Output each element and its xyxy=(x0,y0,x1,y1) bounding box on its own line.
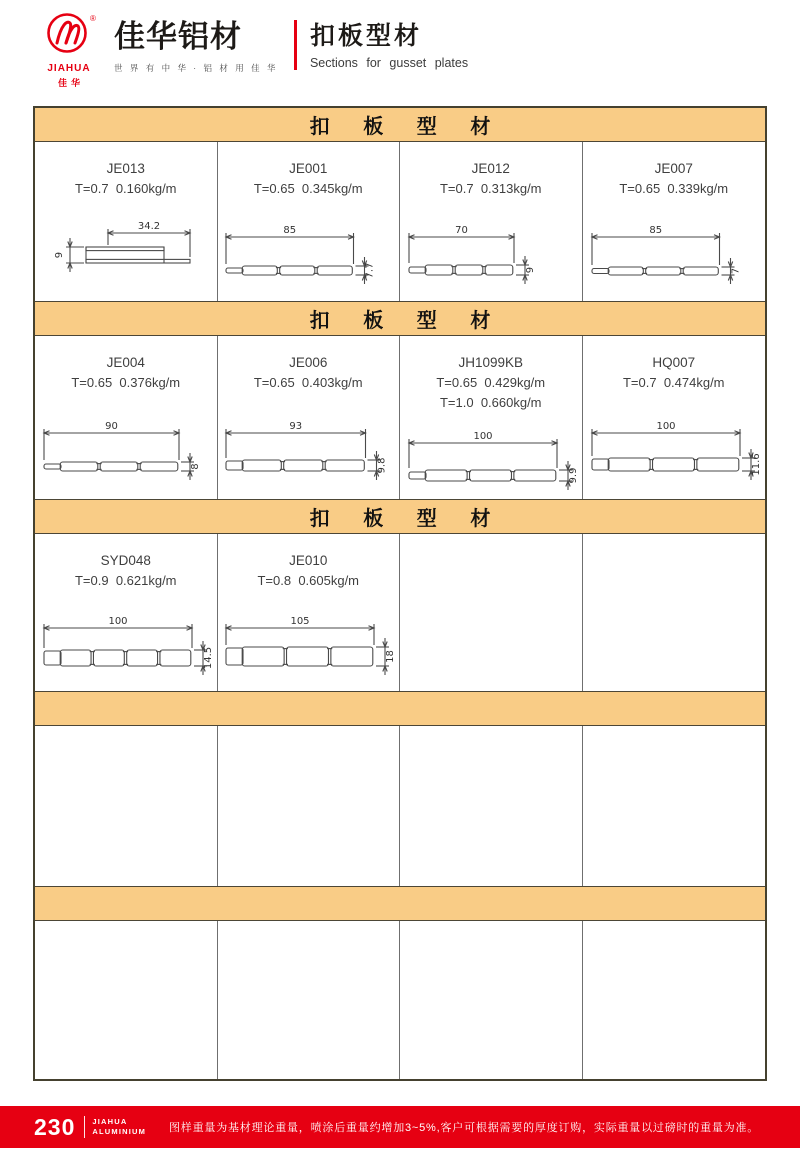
footer-bar xyxy=(0,1106,800,1148)
profile-code: SYD048 xyxy=(100,553,151,568)
profile-code: JH1099KB xyxy=(458,355,524,370)
profile-spec: T=0.7 0.474kg/m xyxy=(622,375,725,391)
footer-note: 图样重量为基材理论重量，喷涂后重量约增加3~5%,客户可根据需要的厚度订购，实际重量以过磅时的重量为准。 xyxy=(169,1122,760,1134)
profile-row xyxy=(35,336,765,499)
profile-row xyxy=(35,726,765,886)
svg-text:90: 90 xyxy=(104,420,118,432)
profile-cell-empty xyxy=(400,726,583,886)
svg-text:7.7: 7.7 xyxy=(364,262,376,279)
profile-drawing xyxy=(400,412,582,499)
svg-text:18: 18 xyxy=(385,650,397,663)
logo-brand-en: JIAHUA xyxy=(47,63,91,74)
svg-text:105: 105 xyxy=(290,615,310,627)
svg-text:85: 85 xyxy=(283,224,297,236)
section-band-empty xyxy=(35,691,765,726)
svg-text:34.2: 34.2 xyxy=(137,220,160,232)
profile-cell-JE004 xyxy=(35,336,218,499)
profile-cell-empty xyxy=(35,726,218,886)
profile-code: JE004 xyxy=(106,355,145,370)
svg-text:11.6: 11.6 xyxy=(750,453,762,476)
profile-code: JE010 xyxy=(289,553,328,568)
page-section-title xyxy=(310,16,468,70)
profile-drawing xyxy=(35,591,217,691)
section-band-title: 扣 板 型 材 xyxy=(35,108,765,142)
profile-code: JE012 xyxy=(471,161,510,176)
svg-text:85: 85 xyxy=(649,224,662,236)
profile-cell-SYD048 xyxy=(35,534,218,691)
page-title-en: Sections for gusset plates xyxy=(309,56,469,70)
section-band-title: 扣 板 型 材 xyxy=(35,499,765,534)
brand-title: 佳华铝材 xyxy=(114,19,242,54)
profile-spec: T=0.9 0.621kg/m xyxy=(74,573,177,589)
profile-spec: T=0.65 0.376kg/m xyxy=(71,375,181,391)
profile-drawing xyxy=(218,591,400,691)
section-band-empty xyxy=(35,886,765,921)
brand-block xyxy=(114,12,278,74)
svg-text:7: 7 xyxy=(730,267,742,275)
svg-text:93: 93 xyxy=(289,420,303,432)
profile-cell-empty xyxy=(400,534,583,691)
brand-slogan: 世 界 有 中 华 · 铝 材 用 佳 华 xyxy=(114,63,278,74)
profile-code: HQ007 xyxy=(652,355,696,370)
logo-brand-cn: 佳华 xyxy=(57,78,84,88)
catalog-table xyxy=(33,106,767,1081)
profile-code: JE007 xyxy=(654,161,693,176)
header-divider xyxy=(294,20,297,70)
profile-cell-empty xyxy=(583,534,766,691)
profile-spec: T=0.8 0.605kg/m xyxy=(257,573,360,589)
profile-code: JE013 xyxy=(106,161,145,176)
profile-cell-empty xyxy=(583,921,766,1079)
svg-text:14.5: 14.5 xyxy=(202,646,214,670)
profile-cell-JE006 xyxy=(218,336,401,499)
svg-text:8: 8 xyxy=(189,463,201,470)
profile-cell-JE012 xyxy=(400,142,583,301)
jiahua-monogram-icon xyxy=(41,12,97,58)
profile-cell-empty xyxy=(583,726,766,886)
profile-row xyxy=(35,142,765,301)
footer-brand-line2: ALUMINIUM xyxy=(92,1127,147,1136)
registered-mark: ® xyxy=(90,14,96,23)
footer-divider xyxy=(84,1116,85,1138)
footer-brand xyxy=(92,1117,146,1137)
profile-cell-HQ007 xyxy=(583,336,766,499)
profile-cell-empty xyxy=(218,921,401,1079)
profile-drawing xyxy=(583,393,766,499)
page-number: 230 xyxy=(34,1113,76,1140)
profile-drawing xyxy=(35,393,217,499)
profile-spec: T=0.65 0.429kg/m xyxy=(436,375,546,391)
profile-cell-empty xyxy=(400,921,583,1079)
profile-spec: T=0.65 0.345kg/m xyxy=(253,181,363,197)
svg-text:100: 100 xyxy=(656,420,676,432)
profile-spec: T=0.65 0.339kg/m xyxy=(619,181,729,197)
profile-drawing xyxy=(400,199,582,301)
profile-spec: T=1.0 0.660kg/m xyxy=(439,394,542,410)
profile-drawing xyxy=(583,199,766,301)
section-band-title: 扣 板 型 材 xyxy=(35,301,765,336)
svg-text:100: 100 xyxy=(473,430,493,442)
profile-cell-empty xyxy=(35,921,218,1079)
profile-cell-JE007 xyxy=(583,142,766,301)
profile-cell-empty xyxy=(218,726,401,886)
profile-code: JE006 xyxy=(289,355,328,370)
profile-cell-JE010 xyxy=(218,534,401,691)
svg-text:9.8: 9.8 xyxy=(376,457,388,474)
profile-spec: T=0.7 0.160kg/m xyxy=(74,181,177,197)
page-header xyxy=(0,0,800,86)
svg-text:9.9: 9.9 xyxy=(567,467,579,484)
page-title-cn: 扣板型材 xyxy=(309,22,422,50)
profile-spec: T=0.7 0.313kg/m xyxy=(439,181,542,197)
profile-row xyxy=(35,534,765,691)
company-logo xyxy=(30,12,108,89)
svg-text:9: 9 xyxy=(524,266,536,274)
svg-text:70: 70 xyxy=(454,224,468,236)
svg-text:100: 100 xyxy=(108,615,128,627)
svg-text:9: 9 xyxy=(53,251,65,259)
profile-drawing xyxy=(218,393,400,499)
profile-spec: T=0.65 0.403kg/m xyxy=(253,375,363,391)
profile-row xyxy=(35,921,765,1079)
profile-cell-JE001 xyxy=(218,142,401,301)
footer-brand-line1: JIAHUA xyxy=(92,1116,128,1126)
profile-drawing xyxy=(218,199,400,301)
profile-drawing xyxy=(35,199,217,301)
profile-cell-JE013 xyxy=(35,142,218,301)
profile-code: JE001 xyxy=(289,161,328,176)
profile-cell-JH1099KB xyxy=(400,336,583,499)
